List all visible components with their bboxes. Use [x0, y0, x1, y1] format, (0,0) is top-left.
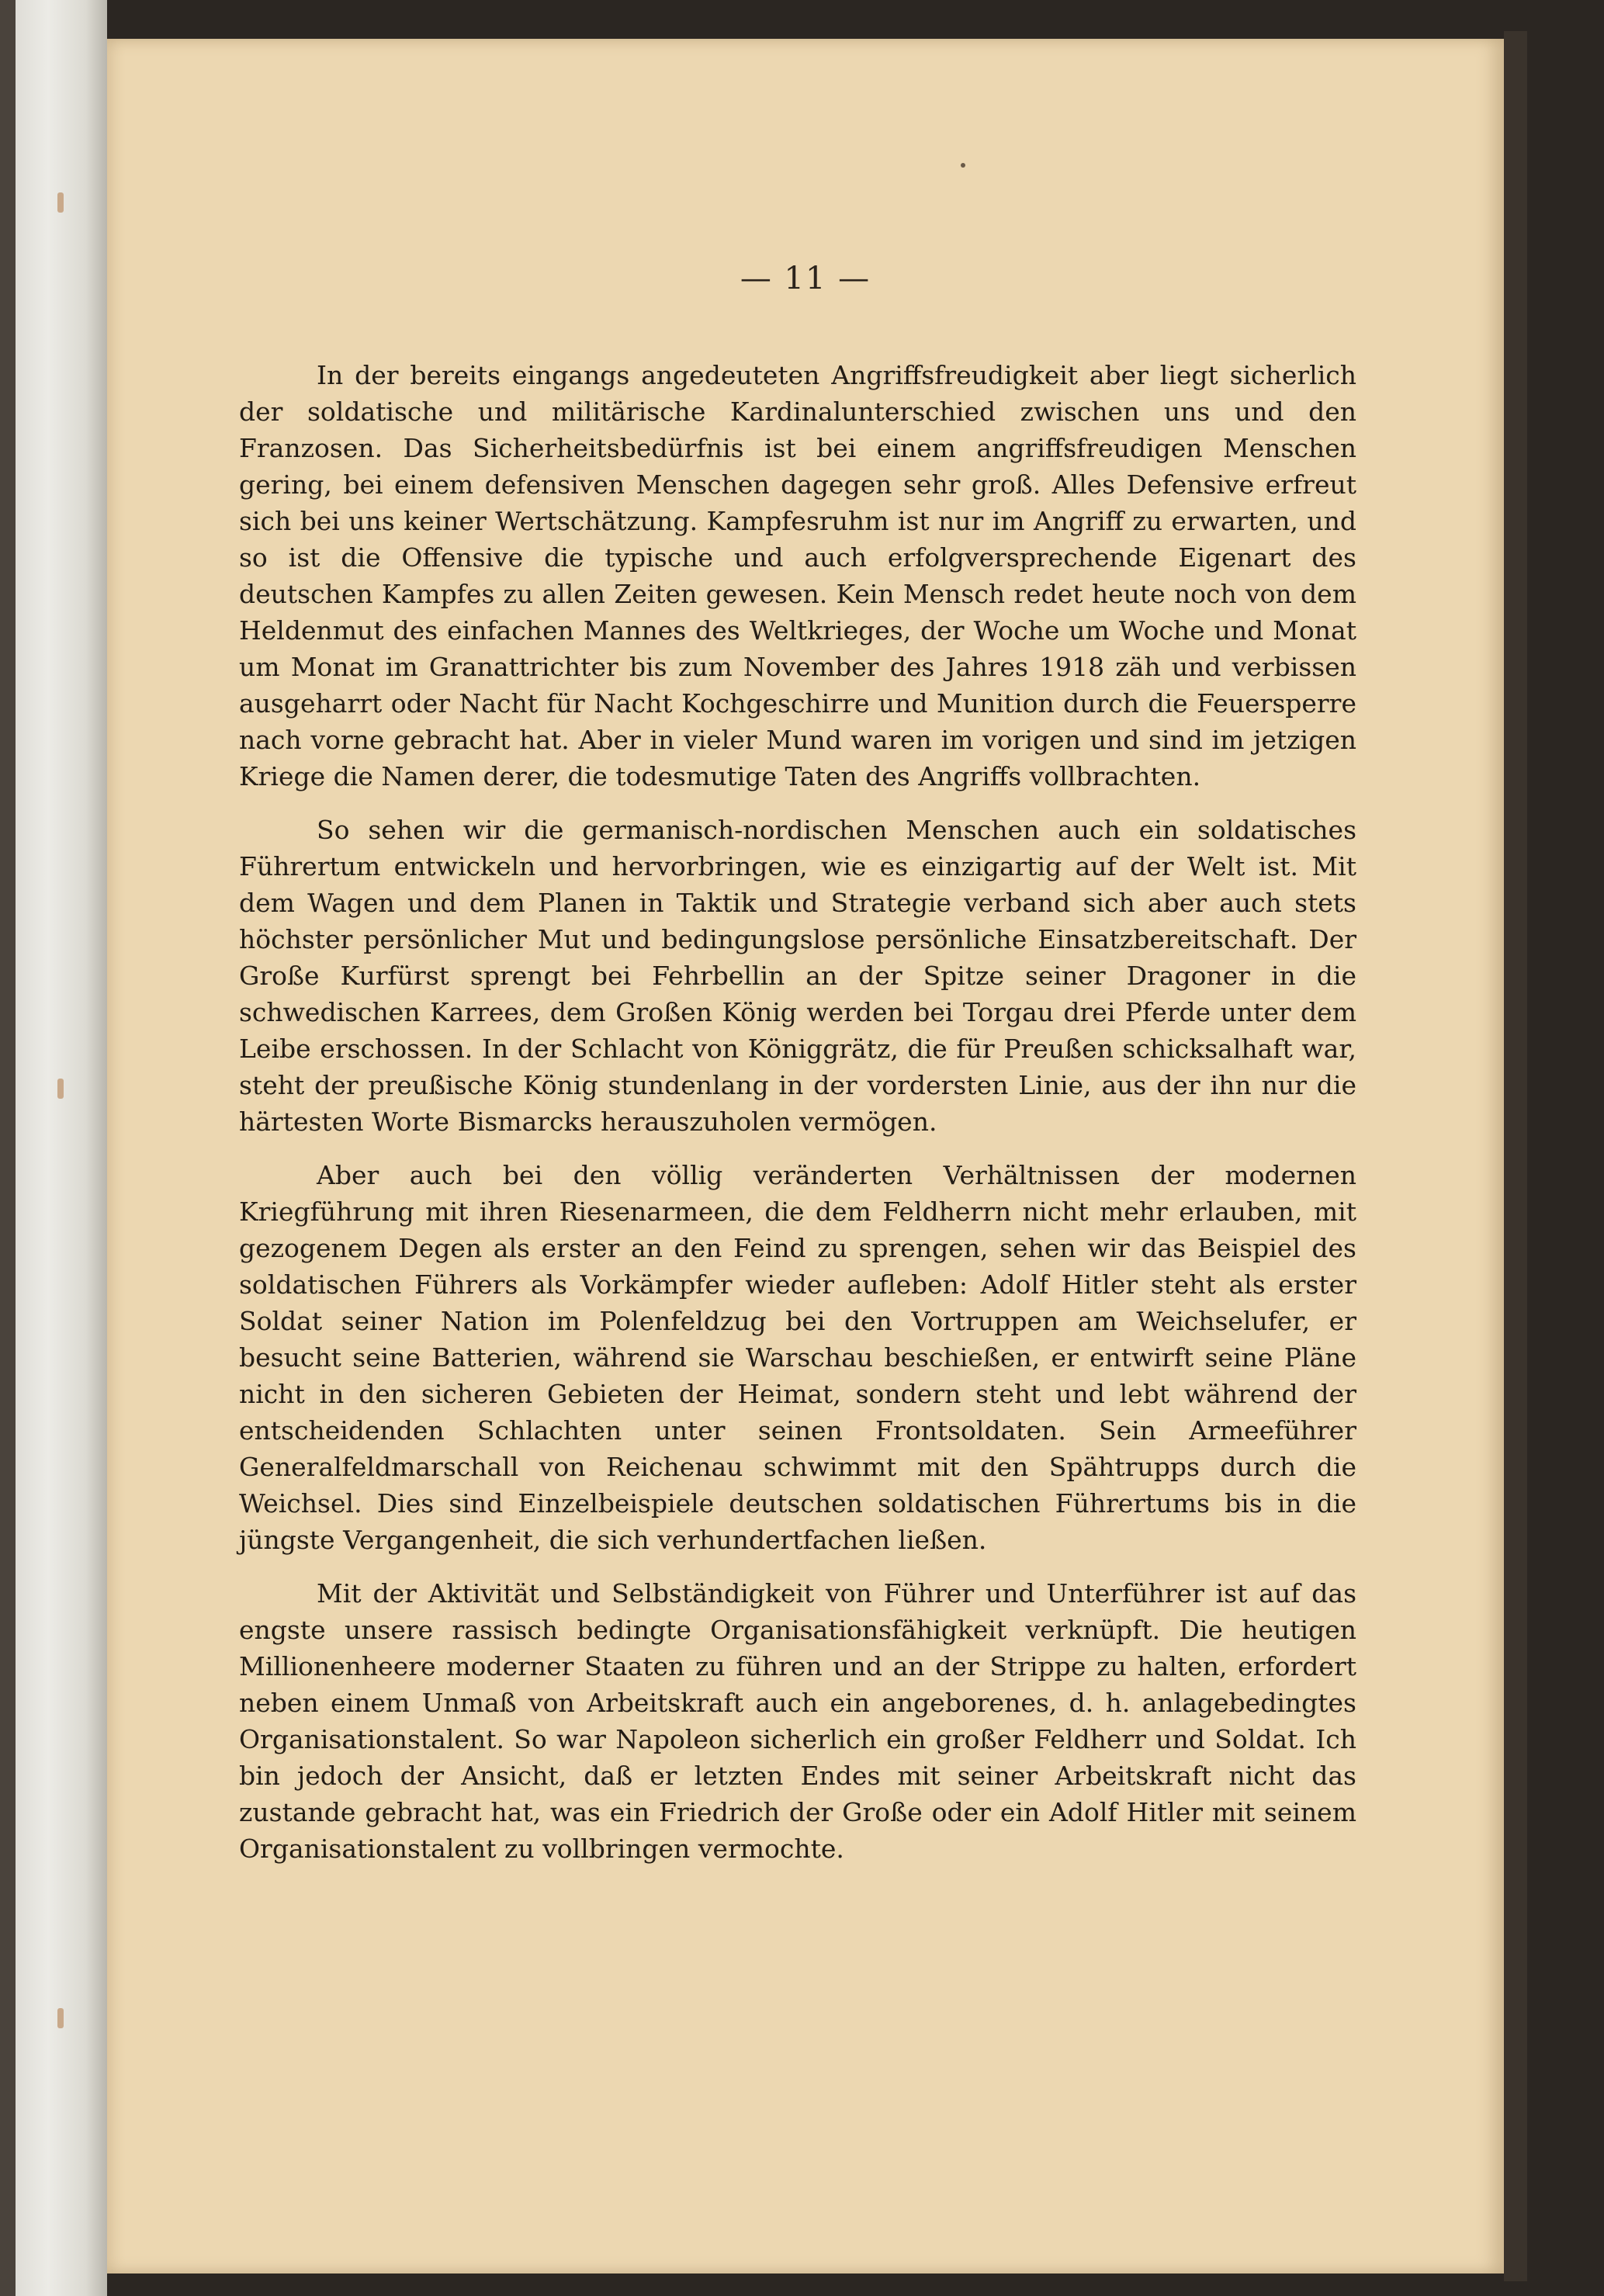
paragraph-4: Mit der Aktivität und Selbständigkeit von Führer und Unterführer ist auf das engste unsere rassisch bedingte Organisationsfähigkeit verknüpft. Die heutigen Millionenheere moderner Staaten zu führen und an der Strippe zu halten, erfordert neben einem Unmaß von Arbeitskraft auch ein angeborenes, d. h. anlagebedingtes Organisationstalent. So war Napoleon sicherlich ein großer Feldherr und Soldat. Ich bin jedoch der Ansicht, daß er letzten Endes mit seiner Arbeitskraft nicht das zustande gebracht hat, was ein Friedrich der Große oder ein Adolf Hitler mit seinem Organisationstalent zu vollbringen vermochte. [239, 1578, 1356, 1864]
binding-stitch [57, 1079, 64, 1099]
book-binding [0, 0, 107, 2296]
paragraph-3: Aber auch bei den völlig veränderten Verhältnissen der modernen Kriegführung mit ihren Riesenarmeen, die dem Feldherrn nicht mehr erlauben, mit gezogenem Degen als erster an den Feind zu sprengen, sehen wir das Beispiel des soldatischen Führers als Vorkämpfer wieder aufleben: Adolf Hitler steht als erster Soldat seiner Nation im Polenfeldzug bei den Vortruppen am Weichselufer, er besucht seine Batterien, während sie Warschau beschießen, er entwirft seine Pläne nicht in den sicheren Gebieten der Heimat, sondern steht und lebt während der entscheidenden Schlachten unter seinen Frontsoldaten. Sein Armeeführer Generalfeldmarschall von Reichenau schwimmt mit den Spähtrupps durch die Weichsel. Dies sind Einzelbeispiele deutschen soldatischen Führertums bis in die jüngste Vergangenheit, die sich verhundertfachen ließen. [239, 1160, 1356, 1555]
book-page [107, 39, 1504, 2273]
paragraph-1: In der bereits eingangs angedeuteten Angriffsfreudigkeit aber liegt sicherlich der soldatische und militärische Kardinalunterschied zwischen uns und den Franzosen. Das Sicherheitsbedürfnis ist bei einem angriffsfreudigen Menschen gering, bei einem defensiven Menschen dagegen sehr groß. Alles Defensive erfreut sich bei uns keiner Wertschätzung. Kampfesruhm ist nur im Angriff zu erwarten, und so ist die Offensive die typische und auch erfolgversprechende Eigenart des deutschen Kampfes zu allen Zeiten gewesen. Kein Mensch redet heute noch von dem Heldenmut des einfachen Mannes des Weltkrieges, der Woche um Woche und Monat um Monat im Granattrichter bis zum November des Jahres 1918 zäh und verbissen ausgeharrt oder Nacht für Nacht Kochgeschirre und Munition durch die Feuersperre nach vorne gebracht hat. Aber in vieler Mund waren im vorigen und sind im jetzigen Kriege die Namen derer, die todesmutige Taten des Angriffs vollbrachten. [239, 360, 1356, 791]
binding-edge [0, 0, 16, 2296]
binding-stitch [57, 2008, 64, 2028]
paragraph-2: So sehen wir die germanisch-nordischen Menschen auch ein soldatisches Führertum entwickeln und hervorbringen, wie es einzigartig auf der Welt ist. Mit dem Wagen und dem Planen in Taktik und Strategie verband sich aber auch stets höchster persönlicher Mut und bedingungslose persönliche Einsatzbereitschaft. Der Große Kurfürst sprengt bei Fehrbellin an der Spitze seiner Dragoner in die schwedischen Karrees, dem Großen König werden bei Torgau drei Pferde unter dem Leibe erschossen. In der Schlacht von Königgrätz, die für Preußen schicksalhaft war, steht der preußische König stundenlang in der vordersten Linie, aus der ihn nur die härtesten Worte Bismarcks herauszuholen vermögen. [239, 815, 1356, 1137]
page-body-text [239, 357, 1356, 1884]
paper-speck [961, 163, 965, 168]
binding-stitch [57, 192, 64, 213]
page-edge-shadow [1504, 31, 1527, 2281]
page-number: — 11 — [740, 261, 871, 296]
